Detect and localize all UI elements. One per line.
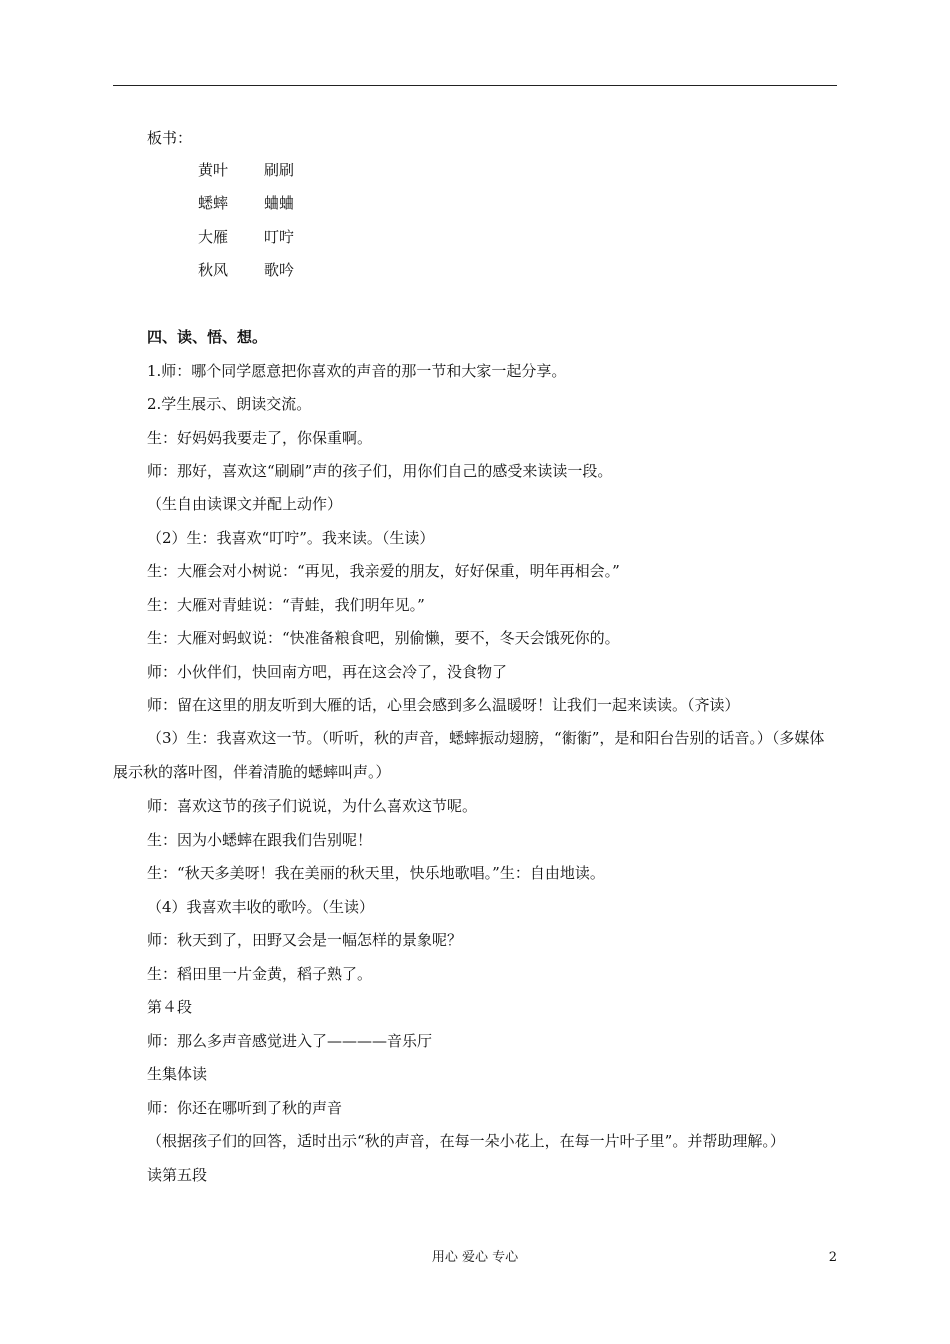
body-line: 2.学生展示、朗读交流。 — [147, 395, 312, 413]
body-line: 师：留在这里的朋友听到大雁的话，心里会感到多么温暖呀！让我们一起来读读。（齐读） — [147, 696, 740, 714]
body-line: 读第五段 — [147, 1166, 208, 1184]
body-line: 1.师：哪个同学愿意把你喜欢的声音的那一节和大家一起分享。 — [147, 362, 567, 380]
wrapped-paragraph: （3）生：我喜欢这一节。（听听，秋的声音，蟋蟀振动翅膀，“䘗䘗”，是和阳台告别的话音。）（多媒体展示秋的落叶图，伴着清脆的蟋蟀叫声。） — [113, 729, 825, 781]
body-line: （根据孩子们的回答，适时出示“秋的声音，在每一朵小花上，在每一片叶子里”。并帮助理解。） — [147, 1132, 785, 1150]
body-line: 生：稻田里一片金黄，稻子熟了。 — [147, 965, 373, 983]
body-line: （4）我喜欢丰收的歌吟。（生读） — [147, 898, 375, 916]
body-line: 师：小伙伴们，快回南方吧，再在这会冷了，没食物了 — [147, 663, 508, 681]
board-term: 秋风 — [198, 261, 229, 279]
board-sound: 叮咛 — [264, 228, 295, 246]
board-row — [198, 193, 294, 213]
board-row — [198, 260, 294, 280]
body-line: （生自由读课文并配上动作） — [147, 495, 343, 513]
body-line: 师：喜欢这节的孩子们说说，为什么喜欢这节呢。 — [147, 797, 478, 815]
board-term: 蟋蟀 — [198, 194, 229, 212]
body-line: 第４段 — [147, 998, 193, 1016]
page-number: 2 — [828, 1250, 837, 1265]
board-sound: 刷刷 — [264, 161, 295, 179]
header-rule — [113, 85, 837, 86]
board-sound: 歌吟 — [264, 261, 295, 279]
board-term: 黄叶 — [198, 161, 229, 179]
body-line: 生集体读 — [147, 1065, 208, 1083]
body-line: 生：“秋天多美呀！我在美丽的秋天里，快乐地歌唱。”生：自由地读。 — [147, 864, 605, 882]
board-term: 大雁 — [198, 228, 229, 246]
board-row — [198, 160, 294, 180]
body-line: 生：大雁对青蛙说：“青蛙，我们明年见。” — [147, 596, 425, 614]
board-sound: 蛐蛐 — [264, 194, 295, 212]
board-title: 板书： — [147, 129, 193, 147]
body-line: 师：你还在哪听到了秋的声音 — [147, 1099, 343, 1117]
body-line: 师：秋天到了，田野又会是一幅怎样的景象呢？ — [147, 931, 463, 949]
board-row — [198, 227, 294, 247]
body-line: 师：那么多声音感觉进入了————音乐厅 — [147, 1032, 433, 1050]
body-line: 生：大雁会对小树说：“再见，我亲爱的朋友，好好保重，明年再相会。” — [147, 562, 620, 580]
body-line: 生：因为小蟋蟀在跟我们告别呢！ — [147, 831, 373, 849]
footer-motto: 用心 爱心 专心 — [431, 1250, 519, 1265]
body-line: 师：那好，喜欢这“刷刷”声的孩子们，用你们自己的感受来读读一段。 — [147, 462, 613, 480]
body-line: 生：好妈妈我要走了，你保重啊。 — [147, 429, 373, 447]
body-line: 生：大雁对蚂蚁说：“快准备粮食吧，别偷懒，要不，冬天会饿死你的。 — [147, 629, 620, 647]
body-line: （2）生：我喜欢“叮咛”。我来读。（生读） — [147, 529, 435, 547]
section-heading: 四、读、悟、想。 — [147, 328, 268, 346]
